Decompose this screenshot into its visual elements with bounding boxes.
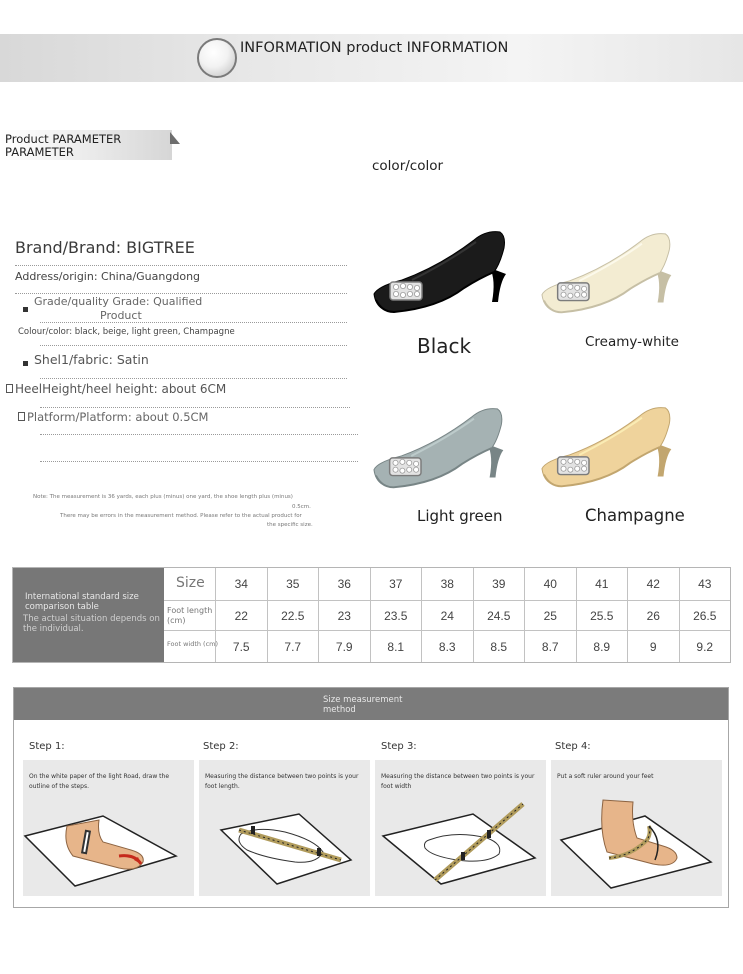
foot-outline-icon xyxy=(23,760,194,896)
param-address: Address/origin: China/Guangdong xyxy=(15,270,201,283)
param-colour: Colour/color: black, beige, light green, Champagne xyxy=(18,327,235,337)
size-cell: 42 xyxy=(628,568,680,600)
size-cell: 34 xyxy=(216,568,268,600)
rhinestone xyxy=(575,466,580,471)
size-cell: 39 xyxy=(474,568,526,600)
rhinestone xyxy=(400,468,405,473)
step-4-label: Step 4: xyxy=(555,741,591,752)
foot-length-cell: 22 xyxy=(216,601,268,630)
shoe-champagne-image xyxy=(542,408,671,487)
foot-width-row xyxy=(164,631,730,662)
rhinestone xyxy=(561,285,566,290)
step-2-label: Step 2: xyxy=(203,741,239,752)
rhinestone xyxy=(582,460,587,465)
measure-note-line: 0.5cm. xyxy=(292,504,311,510)
measure-note-line: There may be errors in the measurement method. Please refer to the actual product for xyxy=(60,513,302,519)
measurement-title-bar xyxy=(14,688,728,720)
ruler-wrap-icon xyxy=(551,760,722,896)
foot-width-cell: 8.7 xyxy=(525,631,577,662)
rhinestone xyxy=(575,292,580,297)
shoe-label-creamy-white: Creamy-white xyxy=(585,334,679,350)
ruler-width-icon xyxy=(375,760,546,896)
rhinestone xyxy=(393,284,398,289)
row-label-size: Size xyxy=(164,568,216,600)
row-label-foot-length: Foot length (cm) xyxy=(164,601,216,630)
param-brand: Brand/Brand: BIGTREE xyxy=(15,238,195,257)
size-table-title: International standard size comparison table xyxy=(25,592,139,612)
rhinestone xyxy=(414,285,419,290)
step-2-description: Measuring the distance between two points is your foot length. xyxy=(205,773,359,790)
rhinestone xyxy=(393,467,398,472)
rhinestone xyxy=(393,460,398,465)
foot-width-cell: 8.3 xyxy=(422,631,474,662)
step-1-description: On the white paper of the light Road, draw the outline of the steps. xyxy=(29,773,170,790)
rhinestone xyxy=(414,461,419,466)
measure-note-line: Note: The measurement is 36 yards, each plus (minus) one yard, the shoe length plus (minus) xyxy=(33,494,293,500)
size-table-subtitle: The actual situation depends on the individual. xyxy=(23,614,160,634)
param-grade: Grade/quality Grade: Qualified xyxy=(34,295,203,308)
shoe-label-champagne: Champagne xyxy=(585,506,685,525)
rhinestone xyxy=(568,458,573,463)
measure-note-line: the specific size. xyxy=(267,522,313,528)
rhinestone xyxy=(407,460,412,465)
step-3-illustration xyxy=(375,760,546,896)
color-heading: color/color xyxy=(372,158,444,174)
step-4-description: Put a soft ruler around your feet xyxy=(557,773,654,780)
rhinestone xyxy=(414,467,419,472)
foot-length-cell: 24.5 xyxy=(474,601,526,630)
foot-width-cell: 7.7 xyxy=(268,631,320,662)
foot-length-cell: 25.5 xyxy=(577,601,629,630)
row-label-foot-width: Foot width (cm) xyxy=(164,631,216,662)
rhinestone xyxy=(582,292,587,297)
foot-width-cell: 9 xyxy=(628,631,680,662)
rhinestone xyxy=(393,291,398,296)
foot-length-cell: 23 xyxy=(319,601,371,630)
info-header-title: INFORMATION product INFORMATION xyxy=(240,40,509,56)
param-grade-cont: Product xyxy=(100,309,142,322)
rhinestone xyxy=(561,459,566,464)
size-cell: 36 xyxy=(319,568,371,600)
rhinestone xyxy=(561,292,566,297)
step-1-label: Step 1: xyxy=(29,741,65,752)
rhinestone xyxy=(407,291,412,296)
foot-width-cell: 7.9 xyxy=(319,631,371,662)
size-cell: 41 xyxy=(577,568,629,600)
foot-width-cell: 8.9 xyxy=(577,631,629,662)
rhinestone xyxy=(400,283,405,288)
size-row xyxy=(164,568,730,601)
rhinestone xyxy=(568,293,573,298)
size-cell: 37 xyxy=(371,568,423,600)
shoe-label-black: Black xyxy=(417,334,472,358)
rhinestone xyxy=(575,459,580,464)
step-3-label: Step 3: xyxy=(381,741,417,752)
shoe-label-light-green: Light green xyxy=(417,507,503,525)
param-platform: Platform/Platform: about 0.5CM xyxy=(27,410,209,424)
foot-width-cell: 9.2 xyxy=(696,639,714,654)
size-cell: 38 xyxy=(422,568,474,600)
shoe-creamy-white-image xyxy=(542,234,671,313)
foot-width-cell: 8.5 xyxy=(474,631,526,662)
foot-length-cell: 24 xyxy=(422,601,474,630)
rhinestone xyxy=(568,467,573,472)
rhinestone xyxy=(407,467,412,472)
rhinestone xyxy=(414,291,419,296)
ruler-length-icon xyxy=(199,760,370,896)
foot-width-cell: 7.5 xyxy=(216,631,268,662)
measurement-title: Size measurement method xyxy=(323,695,403,715)
param-heel: HeelHeight/heel height: about 6CM xyxy=(15,382,227,396)
foot-length-cell: 26 xyxy=(628,601,680,630)
size-cell: 35 xyxy=(268,568,320,600)
foot-length-cell: 22.5 xyxy=(268,601,320,630)
rhinestone xyxy=(400,459,405,464)
shoe-light-green-image xyxy=(374,409,503,488)
measurement-method-panel xyxy=(13,687,729,908)
foot-length-row xyxy=(164,601,730,631)
rhinestone xyxy=(407,284,412,289)
rhinestone xyxy=(575,285,580,290)
rhinestone xyxy=(561,466,566,471)
foot-length-cell: 25 xyxy=(525,601,577,630)
rhinestone xyxy=(582,286,587,291)
size-cell: 40 xyxy=(525,568,577,600)
size-table-header-panel xyxy=(13,568,164,662)
shoe-black-image xyxy=(374,232,506,312)
rhinestone xyxy=(400,292,405,297)
foot-length-cell: 23.5 xyxy=(371,601,423,630)
parameter-tab-label: Product PARAMETER PARAMETER xyxy=(5,132,122,159)
foot-width-cell: 8.1 xyxy=(371,631,423,662)
step-1-illustration xyxy=(23,760,194,896)
step-2-illustration xyxy=(199,760,370,896)
param-shell: Shel1/fabric: Satin xyxy=(34,352,149,367)
foot-length-cell: 26.5 xyxy=(693,608,717,623)
size-cell: 43 xyxy=(698,577,712,591)
step-3-description: Measuring the distance between two points is your foot width xyxy=(381,773,535,790)
rhinestone xyxy=(582,466,587,471)
rhinestone xyxy=(568,284,573,289)
size-comparison-table xyxy=(12,567,731,663)
step-4-illustration xyxy=(551,760,722,896)
